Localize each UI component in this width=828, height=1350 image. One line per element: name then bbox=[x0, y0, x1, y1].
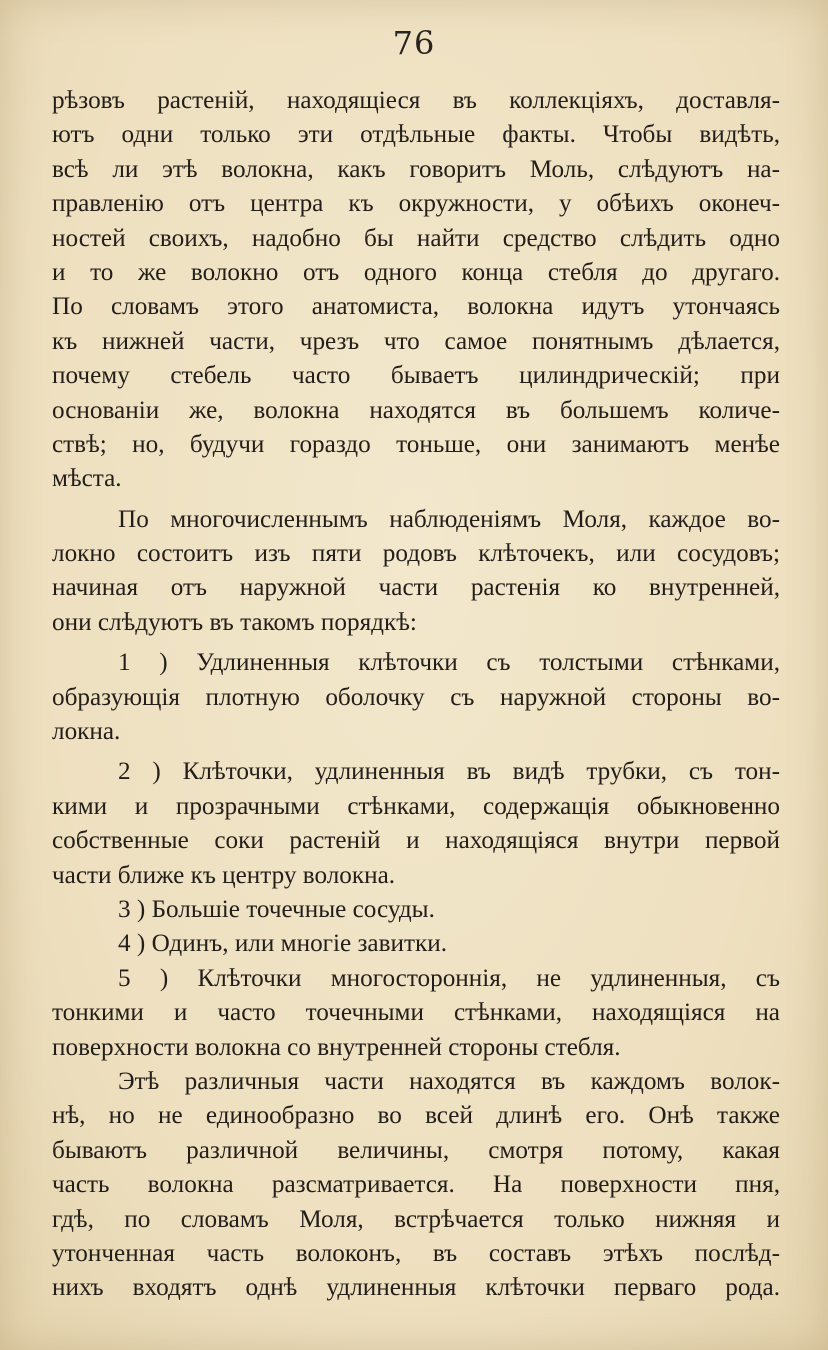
text-line: части ближе къ центру волокна. bbox=[52, 861, 396, 889]
page-number: 76 bbox=[392, 24, 436, 62]
text-line: основаніи же, волокна находятся въ большемъ количе- bbox=[52, 396, 780, 424]
text-line: По словамъ этого анатомиста, волокна идутъ утончаясь bbox=[52, 293, 780, 321]
text-line: мѣста. bbox=[52, 465, 122, 493]
list-item-3: 3 ) Большіе точечные сосуды. bbox=[118, 895, 435, 923]
text-line: они слѣдуютъ въ такомъ порядкѣ: bbox=[52, 608, 417, 636]
text-line: тонкими и часто точечными стѣнками, находящіяся на bbox=[52, 999, 780, 1027]
text-line: ствѣ; но, будучи гораздо тоньше, они занимаютъ менѣе bbox=[52, 430, 780, 458]
text-line: начиная отъ наружной части растенія ко внутренней, bbox=[52, 574, 780, 602]
text-line: локна. bbox=[52, 718, 121, 746]
text-line: къ нижней части, чрезъ что самое понятнымъ дѣлается, bbox=[52, 327, 780, 355]
text-line: бываютъ различной величины, смотря потому, какая bbox=[52, 1136, 780, 1164]
list-item-1: 1 ) Удлиненныя клѣточки съ толстыми стѣнками, bbox=[118, 649, 780, 677]
text-line: образующія плотную оболочку съ наружной стороны во- bbox=[52, 683, 780, 711]
list-item-5: 5 ) Клѣточки многостороннія, не удлиненныя, съ bbox=[118, 964, 780, 992]
text-line: собственные соки растеній и находящіяся внутри первой bbox=[52, 827, 780, 855]
text-line: поверхности волокна со внутренней стороны стебля. bbox=[52, 1033, 621, 1061]
text-line: ютъ одни только эти отдѣльные факты. Чтобы видѣть, bbox=[52, 121, 780, 149]
text-line: По многочисленнымъ наблюденіямъ Моля, каждое во- bbox=[118, 505, 780, 533]
text-line: и то же волокно отъ одного конца стебля до другаго. bbox=[52, 258, 780, 286]
text-line: кими и прозрачными стѣнками, содержащія обыкновенно bbox=[52, 792, 780, 820]
text-line: утонченная часть волоконъ, въ составъ этѣхъ послѣд- bbox=[52, 1239, 780, 1267]
text-line: рѣзовъ растеній, находящіеся въ коллекціяхъ, доставля- bbox=[52, 87, 780, 114]
text-line: правленію отъ центра къ окружности, у обѣихъ оконеч- bbox=[52, 190, 780, 218]
text-line: Этѣ различныя части находятся въ каждомъ волок- bbox=[118, 1067, 780, 1095]
text-line: локно состоитъ изъ пяти родовъ клѣточекъ, или сосудовъ; bbox=[52, 540, 780, 568]
list-item-4: 4 ) Одинъ, или многіе завитки. bbox=[118, 930, 447, 958]
text-line: нѣ, но не единообразно во всей длинѣ его. Онѣ также bbox=[52, 1102, 780, 1130]
list-item-2: 2 ) Клѣточки, удлиненныя въ видѣ трубки, съ тон- bbox=[118, 758, 780, 786]
text-line: часть волокна разсматривается. На поверхности пня, bbox=[52, 1171, 780, 1199]
body-text bbox=[52, 84, 780, 1306]
text-line: ностей своихъ, надобно бы найти средство слѣдить одно bbox=[52, 224, 780, 252]
text-line: почему стебель часто бываетъ цилиндрическій; при bbox=[52, 362, 780, 390]
text-line: всѣ ли этѣ волокна, какъ говоритъ Моль, слѣдуютъ на- bbox=[52, 155, 780, 183]
text-line: нихъ входятъ однѣ удлиненныя клѣточки перваго рода. bbox=[52, 1274, 780, 1302]
text-line: гдѣ, по словамъ Моля, встрѣчается только нижняя и bbox=[52, 1205, 780, 1233]
